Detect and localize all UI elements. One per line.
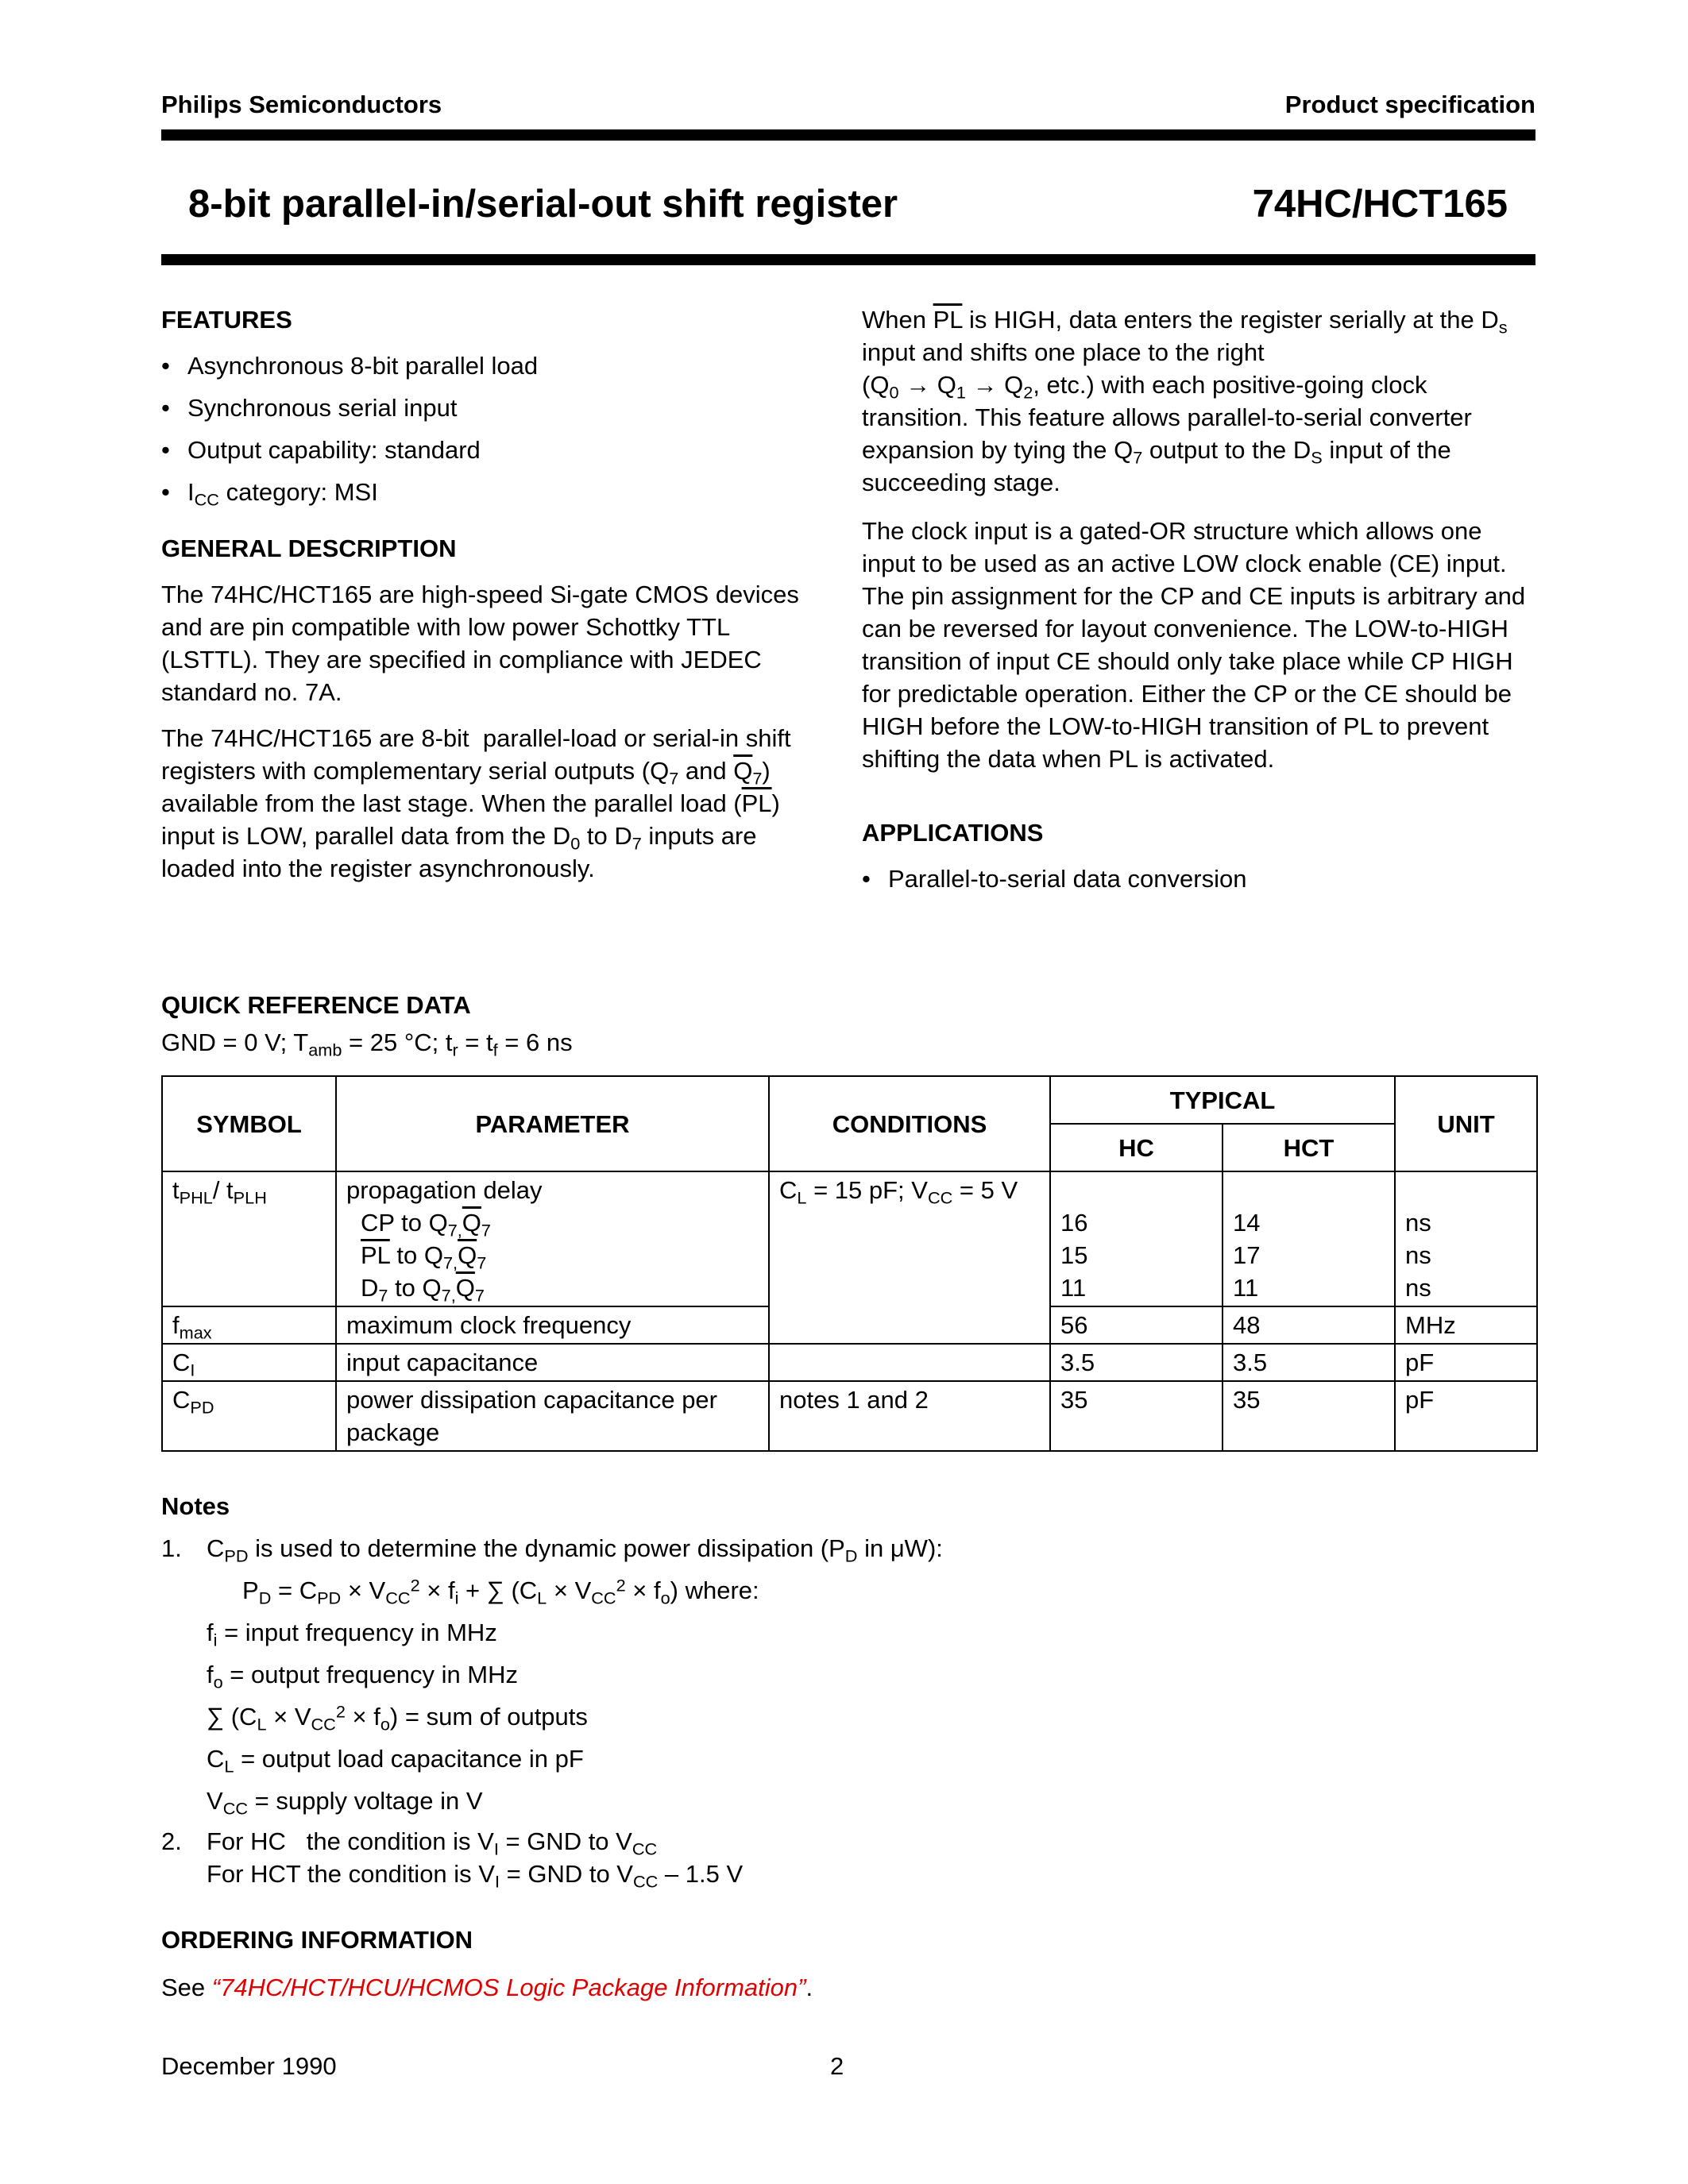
note-1-vcc: $V_{CC}$ = supply voltage in V bbox=[207, 1787, 483, 1819]
general-description-heading: GENERAL DESCRIPTION bbox=[161, 534, 457, 562]
header-typical: TYPICAL bbox=[1050, 1076, 1395, 1124]
hc-cell: 56 bbox=[1050, 1306, 1223, 1344]
header-hc: HC bbox=[1050, 1124, 1223, 1171]
package-information-link[interactable]: “74HC/HCT/HCU/HCMOS Logic Package Information” bbox=[211, 1974, 806, 2001]
title-rule bbox=[161, 254, 1535, 265]
footer-date: December 1990 bbox=[161, 2052, 337, 2080]
parameter-cell: maximum clock frequency bbox=[336, 1306, 769, 1344]
clock-input-paragraph: The clock input is a gated-OR structure which allows one input to be used as an active LOW clock enable (CE) input. The pin assignment for the CP and CE inputs is arbitrary and can be reversed for layout convenience. The LOW-to-HIGH transition of input CE should only take place while CP HIGH for predictable operation. Either the CP or the CE should be HIGH before the LOW-to-HIGH transition of PL to prevent shifting the data when PL is activated. bbox=[862, 517, 1526, 773]
applications-list bbox=[862, 862, 1537, 895]
document-type: Product specification bbox=[1284, 91, 1535, 118]
symbol-cell: $t_{PHL}/$ $t_{PLH}$ bbox=[162, 1171, 336, 1306]
note-1-cl: $C_L$ = output load capacitance in pF bbox=[207, 1745, 584, 1777]
header-unit: UNIT bbox=[1395, 1076, 1537, 1171]
notes-section bbox=[161, 1485, 943, 1890]
hc-cell: 35 bbox=[1050, 1381, 1223, 1451]
page-number: 2 bbox=[830, 2052, 844, 2080]
symbol-cell: $f_{max}$ bbox=[162, 1306, 336, 1344]
left-column bbox=[161, 303, 836, 885]
list-item: • Parallel-to-serial data conversion bbox=[862, 865, 1247, 893]
right-column bbox=[862, 303, 1537, 905]
list-item: • Synchronous serial input bbox=[161, 394, 458, 422]
hct-cell: 35 bbox=[1223, 1381, 1395, 1451]
note-1-fi: $f_i$ = input frequency in MHz bbox=[207, 1619, 497, 1650]
note-1-sum: ∑ $(C_L \times V_{CC}^2 \times f_o)$ = sum of outputs bbox=[207, 1701, 588, 1734]
header-rule bbox=[161, 129, 1535, 141]
part-number: 74HC/HCT165 bbox=[1252, 183, 1508, 226]
hct-cell: 48 bbox=[1223, 1306, 1395, 1344]
table-row bbox=[162, 1344, 1537, 1381]
notes-heading: Notes bbox=[161, 1492, 230, 1520]
unit-cell: pF bbox=[1395, 1344, 1537, 1381]
hct-cell: 3.5 bbox=[1223, 1344, 1395, 1381]
ordering-heading: ORDERING INFORMATION bbox=[161, 1926, 473, 1954]
hc-cell: 16 15 11 bbox=[1050, 1171, 1223, 1306]
table-row bbox=[162, 1381, 1537, 1451]
hct-cell: 14 17 11 bbox=[1223, 1171, 1395, 1306]
list-item: • Asynchronous 8-bit parallel load bbox=[161, 352, 539, 380]
unit-cell: pF bbox=[1395, 1381, 1537, 1451]
conditions-cell: $C_L = 15$ pF; $V_{CC} = 5$ V bbox=[769, 1171, 1050, 1344]
features-heading: FEATURES bbox=[161, 306, 292, 334]
table-row bbox=[162, 1171, 1537, 1306]
parameter-cell: propagation delay CP to $Q_{7,}\overline{Q}_7$ $\overline{PL}$ to $Q_{7,}\overline{Q}_7$ $D_7$ to $Q_{7,}\overline{Q}_7$ bbox=[336, 1171, 769, 1306]
symbol-cell: $C_I$ bbox=[162, 1344, 336, 1381]
applications-heading: APPLICATIONS bbox=[862, 819, 1044, 847]
quick-reference-conditions: GND = 0 V; $T_{amb} = 25$ °C; $t_r = t_f = 6$ ns bbox=[161, 1028, 573, 1060]
general-description-p1: The 74HC/HCT165 are high-speed Si-gate CMOS devices and are pin compatible with low power Schottky TTL (LSTTL). They are specified in compliance with JEDEC standard no. 7A. bbox=[161, 581, 799, 706]
note-1-formula: $P_D = C_{PD} \times V_{CC}^2 \times f_i$ + ∑ $(C_L \times V_{CC}^2 \times f_o)$ where: bbox=[242, 1575, 759, 1608]
note-1: 1. $C_{PD}$ is used to determine the dynamic power dissipation ($P_D$ in μW): bbox=[161, 1534, 943, 1566]
features-list bbox=[161, 349, 836, 508]
page-title: 8-bit parallel-in/serial-out shift register bbox=[188, 183, 898, 226]
note-2: 2. For HC the condition is $V_I$ = GND to $V_{CC}$ For HCT the condition is $V_I$ = GND to $V_{CC} - 1.5$ V bbox=[161, 1827, 744, 1892]
parameter-cell: power dissipation capacitance per package bbox=[336, 1381, 769, 1451]
quick-reference-table bbox=[161, 1075, 1538, 1452]
header-hct: HCT bbox=[1223, 1124, 1395, 1171]
general-description-p2: The 74HC/HCT165 are 8-bit parallel-load or serial-in shift registers with complementary serial outputs ($Q_7$ and $\overline{Q}_7$) available from the last stage. When the parallel load $(\overline{PL})$ input is LOW, parallel data from the $D_0$ to $D_7$ inputs are loaded into the register asynchronously. bbox=[161, 724, 791, 882]
list-item: • $I_{CC}$ category: MSI bbox=[161, 478, 378, 510]
quick-reference-heading: QUICK REFERENCE DATA bbox=[161, 991, 471, 1019]
conditions-cell bbox=[769, 1344, 1050, 1381]
header-parameter: PARAMETER bbox=[336, 1076, 769, 1171]
ordering-text: See “74HC/HCT/HCU/HCMOS Logic Package Information”. bbox=[161, 1974, 813, 2001]
parameter-cell: input capacitance bbox=[336, 1344, 769, 1381]
note-1-fo: $f_o$ = output frequency in MHz bbox=[207, 1661, 519, 1692]
symbol-cell: $C_{PD}$ bbox=[162, 1381, 336, 1451]
serial-mode-paragraph: When $\overline{PL}$ is HIGH, data enters the register serially at the $D_s$ input and shifts one place to the right ($Q_0 \to Q_1 \to Q_2$, etc.) with each positive-going clock transition. This feature allows parallel-to-serial converter expansion by tying the $Q_7$ output to the $D_S$ input of the succeeding stage. bbox=[862, 306, 1508, 496]
conditions-cell: notes 1 and 2 bbox=[769, 1381, 1050, 1451]
list-item: • Output capability: standard bbox=[161, 436, 481, 464]
header-symbol: SYMBOL bbox=[162, 1076, 336, 1171]
hc-cell: 3.5 bbox=[1050, 1344, 1223, 1381]
header-conditions: CONDITIONS bbox=[769, 1076, 1050, 1171]
company-name: Philips Semiconductors bbox=[161, 91, 442, 118]
unit-cell: MHz bbox=[1395, 1306, 1537, 1344]
unit-cell: ns ns ns bbox=[1395, 1171, 1537, 1306]
